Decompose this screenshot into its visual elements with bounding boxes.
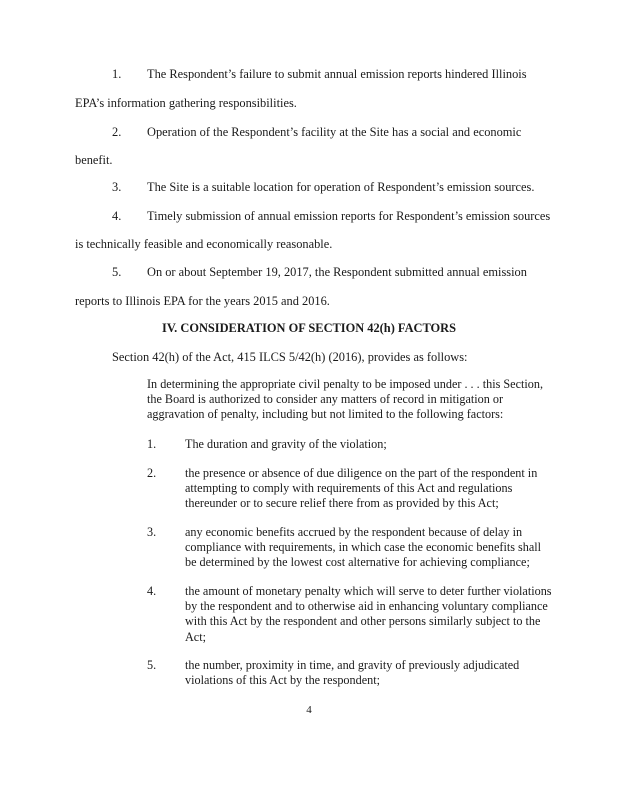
fact-5-text-line2: reports to Illinois EPA for the years 2015 and 2016.: [75, 294, 330, 308]
fact-2-text-line1: Operation of the Respondent’s facility at the Site has a social and economic: [147, 125, 522, 139]
factor-1-number: 1.: [147, 437, 157, 451]
fact-3-text-line1: The Site is a suitable location for operation of Respondent’s emission sources.: [147, 180, 535, 194]
fact-5-number: 5.: [112, 265, 122, 279]
fact-1-text-line2: EPA’s information gathering responsibilities.: [75, 96, 297, 110]
fact-4-number: 4.: [112, 209, 122, 223]
fact-2-number: 2.: [112, 125, 122, 139]
factor-3-number: 3.: [147, 525, 157, 539]
fact-2-text-line2: benefit.: [75, 153, 113, 167]
factor-2-text: the presence or absence of due diligence on the part of the respondent in attempting to comply with requirements of this Act and regulations thereunder or to secure relief there from as provided by this Act;: [185, 466, 538, 511]
factor-1-text: The duration and gravity of the violation;: [185, 437, 387, 451]
fact-3-number: 3.: [112, 180, 122, 194]
factor-5-number: 5.: [147, 658, 157, 672]
fact-1-number: 1.: [112, 67, 122, 81]
quote-intro: In determining the appropriate civil penalty to be imposed under . . . this Section, the Board is authorized to consider any matters of record in mitigation or aggravation of penalty, including but not limited to the following factors:: [147, 377, 543, 422]
factor-4-number: 4.: [147, 584, 157, 598]
factor-4-text: the amount of monetary penalty which will serve to deter further violations by the respondent and to otherwise aid in enhancing voluntary compliance with this Act by the respondent and other persons similarly subject to the Act;: [185, 584, 552, 644]
section-intro: Section 42(h) of the Act, 415 ILCS 5/42(h) (2016), provides as follows:: [112, 350, 468, 364]
fact-5-text-line1: On or about September 19, 2017, the Respondent submitted annual emission: [147, 265, 527, 279]
page-number: 4: [306, 704, 312, 716]
fact-4-text-line2: is technically feasible and economically reasonable.: [75, 237, 333, 251]
factor-3-text: any economic benefits accrued by the respondent because of delay in compliance with requirements, in which case the economic benefits shall be determined by the lowest cost alternative for achieving compliance;: [185, 525, 542, 570]
fact-1-text-line1: The Respondent’s failure to submit annual emission reports hindered Illinois: [147, 67, 527, 81]
factor-2-number: 2.: [147, 466, 157, 480]
fact-4-text-line1: Timely submission of annual emission reports for Respondent’s emission sources: [147, 209, 551, 223]
factor-5-text: the number, proximity in time, and gravity of previously adjudicated violations of this Act by the respondent;: [185, 658, 520, 688]
section-heading: IV. CONSIDERATION OF SECTION 42(h) FACTORS: [162, 321, 456, 335]
